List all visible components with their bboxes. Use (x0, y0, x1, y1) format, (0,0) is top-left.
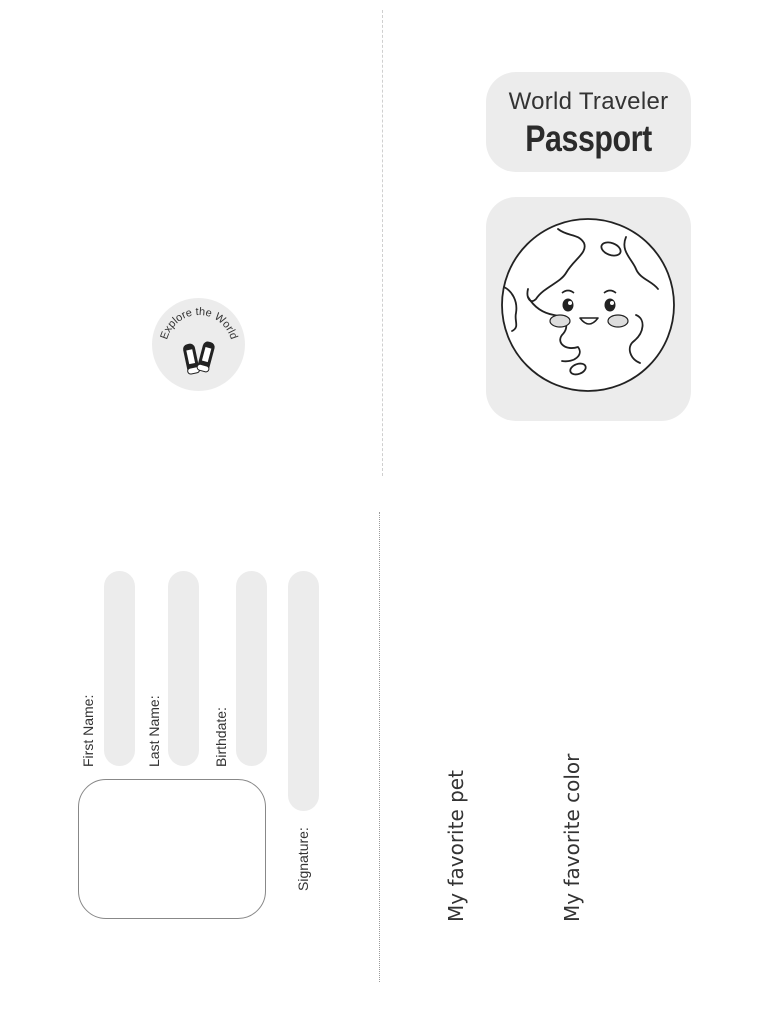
signature-field[interactable] (288, 571, 319, 811)
birthdate-field[interactable] (236, 571, 267, 766)
last-name-label: Last Name: (146, 695, 162, 767)
badge-text: Explore the World (158, 305, 240, 341)
favorite-pet-label: My favorite pet (444, 770, 468, 922)
birthdate-label: Birthdate: (213, 707, 229, 767)
fold-line-bottom (379, 512, 380, 982)
cover-title-big: Passport (525, 118, 652, 159)
first-name-label: First Name: (80, 694, 96, 767)
last-name-field[interactable] (168, 571, 199, 766)
cover-title-panel (486, 72, 691, 172)
photo-box[interactable] (78, 779, 266, 919)
sneakers-icon (182, 340, 216, 374)
explore-badge-graphic (152, 298, 245, 391)
globe-panel (486, 197, 691, 421)
first-name-field[interactable] (104, 571, 135, 766)
smiling-globe-icon (486, 197, 691, 421)
cover-title-small: World Traveler (508, 88, 669, 115)
signature-label: Signature: (295, 827, 311, 891)
favorite-color-label: My favorite color (560, 753, 584, 922)
explore-badge (152, 298, 245, 391)
fold-line-top (382, 10, 383, 476)
